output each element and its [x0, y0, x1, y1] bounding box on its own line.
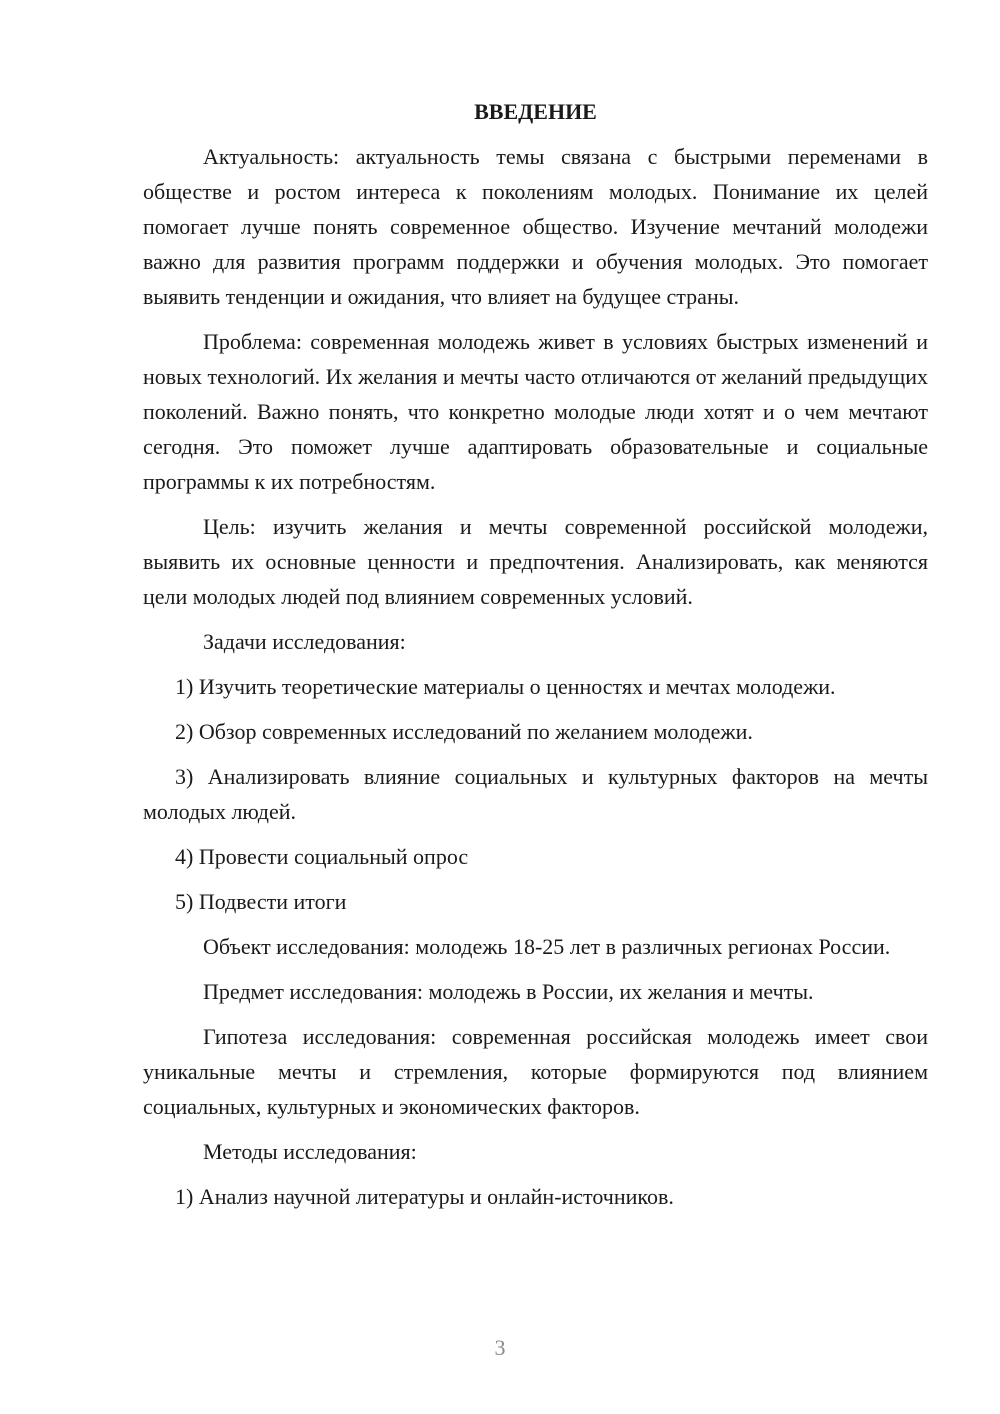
subject-paragraph: Предмет исследования: молодежь в России, их желания и мечты. [203, 979, 814, 1004]
object-paragraph: Объект исследования: молодежь 18-25 лет в различных регионах России. [203, 934, 891, 959]
methods-heading: Методы исследования: [203, 1139, 417, 1164]
task-item: 4) Провести социальный опрос [175, 844, 469, 869]
hypothesis-paragraph: Гипотеза исследования: современная российская молодежь имеет свои уникальные мечты и стремления, которые формируются под влиянием социальных, культурных и экономических факторов. [143, 1024, 928, 1119]
page-title: ВВЕДЕНИЕ [474, 99, 597, 124]
problem-paragraph: Проблема: современная молодежь живет в условиях быстрых изменений и новых технологий. Их желания и мечты часто отличаются от желаний предыдущих поколений. Важно понять, что конкретно молодые люди хотят и о чем мечтают сегодня. Это поможет лучше адаптировать образовательные и социальные программы к их потребностям. [143, 329, 928, 494]
task-item: 3) Анализировать влияние социальных и культурных факторов на мечты молодых людей. [143, 764, 928, 824]
method-item: 1) Анализ научной литературы и онлайн-источников. [175, 1184, 674, 1209]
page-number: 3 [494, 1335, 506, 1360]
relevance-paragraph: Актуальность: актуальность темы связана с быстрыми переменами в обществе и ростом интереса к поколениям молодых. Понимание их целей помогает лучше понять современное общество. Изучение мечтаний молодежи важно для развития программ поддержки и обучения молодых. Это помогает выявить тенденции и ожидания, что влияет на будущее страны. [143, 144, 928, 309]
goal-paragraph: Цель: изучить желания и мечты современной российской молодежи, выявить их основные ценности и предпочтения. Анализировать, как меняются цели молодых людей под влиянием современных условий. [143, 514, 928, 609]
task-item: 2) Обзор современных исследований по желанием молодежи. [175, 719, 753, 744]
tasks-heading: Задачи исследования: [203, 629, 406, 654]
task-item: 5) Подвести итоги [175, 889, 347, 914]
task-item: 1) Изучить теоретические материалы о ценностях и мечтах молодежи. [175, 674, 836, 699]
page-body [143, 94, 928, 1224]
